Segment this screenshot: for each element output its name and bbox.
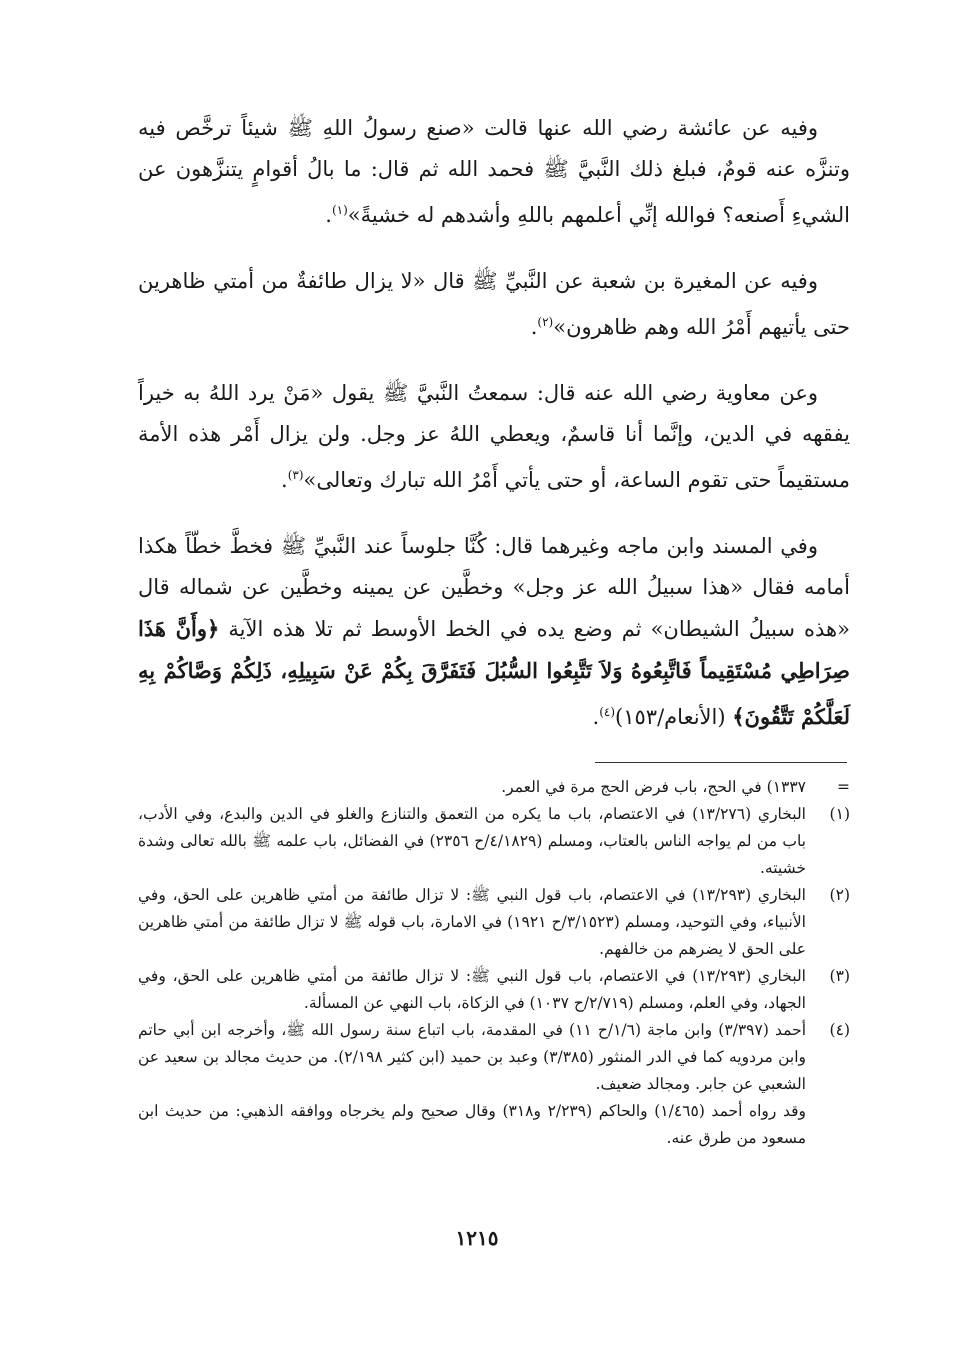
page-number: ١٢١٥ (455, 1226, 499, 1250)
footnote-3 (138, 963, 850, 1017)
paragraph-muawiya-hadith (138, 373, 850, 501)
footnote-4-continuation: وقد رواه أحمد (١/٤٦٥) والحاكم (٢/٢٣٩ و٣١٨) وقال صحيح ولم يخرجاه ووافقه الذهبي: من حديث ابن مسعود من طرق عنه. (138, 1102, 806, 1147)
footnote-continued (138, 774, 850, 801)
footnote-ref[interactable]: (٣) (287, 468, 304, 482)
footnote-ref[interactable]: (٤) (599, 705, 616, 719)
footnote-2 (138, 882, 850, 963)
footnote-number: = (837, 778, 850, 796)
paragraph-mughira-hadith (138, 261, 850, 348)
period: . (530, 315, 538, 339)
paragraph-musnad-hadith (138, 526, 850, 738)
footnote-text: البخاري (١٣/٢٩٣) في الاعتصام، باب قول النبي ﷺ: لا تزال طائفة من أمتي ظاهرين على الحق، وفي الأنبياء، وفي التوحيد، ومسلم (٣/١٥٢٣/ح ١٩٢١) في الامارة، باب قوله ﷺ لا تزال طائفة من أمتي ظاهرين على الحق لا يضرهم من خالفهم. (138, 886, 806, 958)
paragraph-text: وفيه عن عائشة رضي الله عنها قالت «صنع رسولُ اللهِ ﷺ شيئاً ترخَّص فيه وتنزَّه عنه قومٌ، فبلغ ذلك النَّبيَّ ﷺ فحمد الله ثم قال: ما بالُ أقوامٍ يتنزَّهون عن الشيءِ أَصنعه؟ فوالله إنِّي أعلمهم باللهِ وأشدهم له خشيةً» (138, 116, 850, 227)
footnote-number: (٣) (829, 967, 850, 985)
paragraph-aisha-hadith (138, 108, 850, 236)
period: . (325, 203, 332, 227)
footnote-ref[interactable]: (٢) (537, 315, 554, 329)
footnote-separator (595, 762, 847, 763)
footnotes (138, 774, 850, 1152)
paragraph-text: وفيه عن المغيرة بن شعبة عن النَّبيِّ ﷺ قال «لا يزال طائفةٌ من أمتي ظاهرين حتى يأتيهم أَمْرُ الله وهم ظاهرون» (138, 269, 850, 339)
footnote-number: (١) (829, 805, 850, 823)
footnote-text: البخاري (١٣/٢٩٣) في الاعتصام، باب قول النبي ﷺ: لا تزال طائفة من أمتي ظاهرين على الحق، وفي الجهاد، وفي العلم، ومسلم (٢/٧١٩/ح ١٠٣٧) في الزكاة، باب النهي عن المسألة. (138, 967, 806, 1012)
paragraph-text: وعن معاوية رضي الله عنه قال: سمعتُ النَّبيَّ ﷺ يقول «مَنْ يرد اللهُ به خيراً يفقهه في الدين، وإنَّما أنا قاسمٌ، ويعطي اللهُ عز وجل. ولن يزال أَمْر هذه الأمة مستقيماً حتى تقوم الساعة، أو حتى يأتي أَمْرُ الله تبارك وتعالى» (138, 381, 850, 492)
paragraph-text: وفي المسند وابن ماجه وغيرهما قال: كُنَّا جلوساً عند النَّبيِّ ﷺ فخطَّ خطّاً هكذا أمامه فقال «هذا سبيلُ الله عز وجل» وخطَّين عن يمينه وخطَّين عن شماله قال «هذه سبيلُ الشيطان» ثم وضع يده في الخط الأوسط ثم تلا هذه الآية (138, 534, 850, 641)
verse-reference: (الأنعام/١٥٣) (615, 705, 726, 729)
footnote-ref[interactable]: (١) (331, 203, 348, 217)
quran-verse: ﴿وأَنَّ هَذَا صِرَاطِي مُسْتَقِيماً فَاتَّبِعُوهُ وَلاَ تَتَّبِعُوا السُّبُلَ فَتَفَرَّقَ بِكُمْ عَنْ سَبِيلِهِ، ذَلِكُمْ وَصَّاكُمْ بِهِ لَعَلَّكُمْ تَتَّقُونَ﴾ (138, 616, 850, 729)
footnote-text: البخاري (١٣/٢٧٦) في الاعتصام، باب ما يكره من التعمق والتنازع والغلو في الدين والبدع، وفي الأدب، باب من لم يواجه الناس بالعتاب، ومسلم (٤/١٨٢٩/ح ٢٣٥٦) في الفضائل، باب علمه ﷺ بالله تعالى وشدة خشيته. (138, 805, 806, 877)
footnote-text: ١٣٣٧) في الحج، باب فرض الحج مرة في العمر. (501, 778, 806, 796)
footnote-number: (٢) (829, 886, 850, 904)
main-text (138, 108, 850, 763)
footnote-1 (138, 801, 850, 882)
footnote-4 (138, 1017, 850, 1098)
period: . (281, 468, 288, 492)
footnote-text: أحمد (٣/٣٩٧) وابن ماجة (١/٦/ح ١١) في المقدمة، باب اتباع سنة رسول الله ﷺ، وأخرجه ابن أبي حاتم وابن مردويه كما في الدر المنثور (٣/٣٨٥) وعبد بن حميد (ابن كثير ٢/١٩٨). من حديث مجالد بن سعيد عن الشعبي عن جابر. ومجالد ضعيف. (138, 1021, 807, 1093)
footnote-number: (٤) (829, 1021, 850, 1039)
period: . (592, 705, 600, 729)
